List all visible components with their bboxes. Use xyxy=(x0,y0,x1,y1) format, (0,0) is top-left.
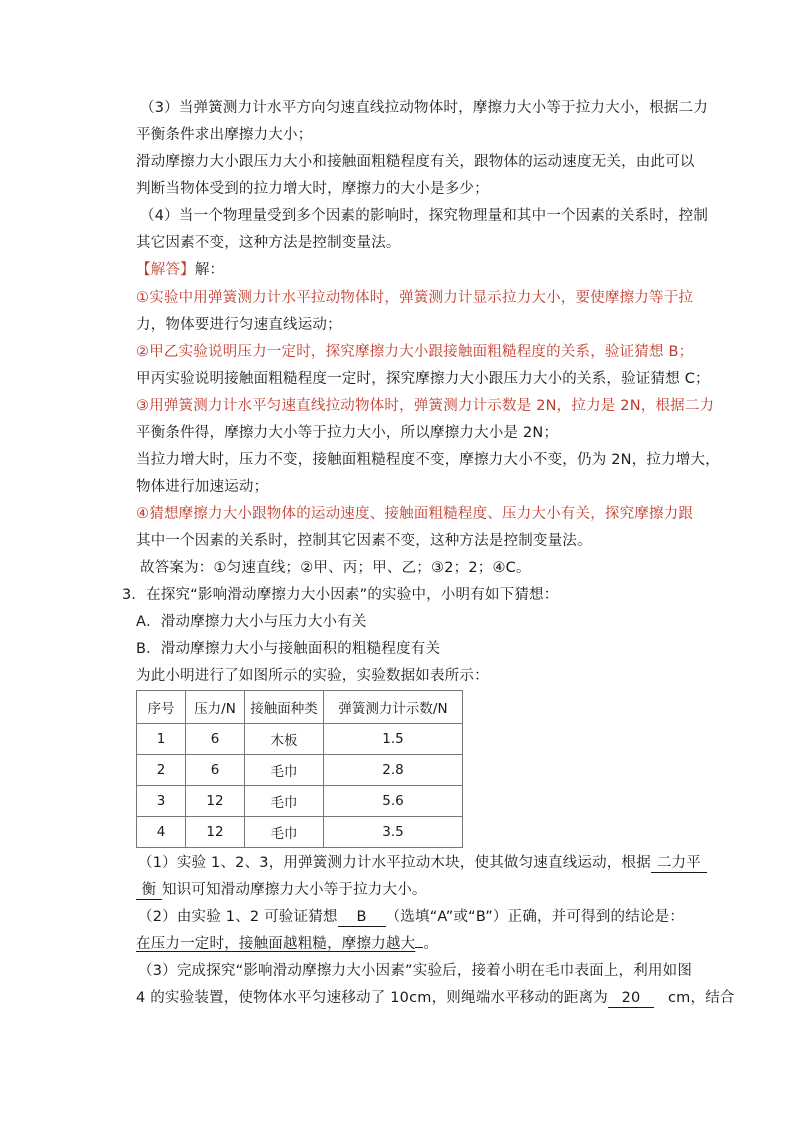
cell-reading: 2.8 xyxy=(324,755,463,786)
answer-step4-line1: ④猜想摩擦力大小跟物体的运动速度、接触面粗糙程度、压力大小有关，探究摩擦力跟 xyxy=(136,506,694,522)
subq1-text-pre: （1）实验 1、2、3，用弹簧测力计水平拉动木块，使其做匀速直线运动，根据 xyxy=(138,855,651,871)
subq1-answer-blank1: 二力平 xyxy=(651,854,707,873)
answer-step3-line2: 平衡条件得，摩擦力大小等于拉力大小，所以摩擦力大小是 2N； xyxy=(136,425,559,441)
subq2-conclusion: 在压力一定时，接触面越粗糙，摩擦力越大 xyxy=(136,936,416,952)
answer-step3-line1: ③用弹簧测力计水平匀速直线拉动物体时，弹簧测力计示数是 2N，拉力是 2N，根据二力 xyxy=(136,398,715,414)
analysis-p3-line3: 滑动摩擦力大小跟压力大小和接触面粗糙程度有关，跟物体的运动速度无关，由此可以 xyxy=(136,154,695,170)
answer-heading-suffix: 解： xyxy=(194,262,225,278)
answer-step2-line2: 甲丙实验说明接触面粗糙程度一定时，探究摩擦力大小跟压力大小的关系，验证猜想 C； xyxy=(136,371,710,387)
analysis-p3-line4: 判断当物体受到的拉力增大时，摩擦力的大小是多少； xyxy=(136,181,489,197)
table-row xyxy=(137,786,463,817)
cell-surface: 木板 xyxy=(245,724,324,755)
subq2-text-post: （选填“A”或“B”）正确，并可得到的结论是： xyxy=(385,909,685,925)
analysis-p4-line2: 其它因素不变，这种方法是控制变量法。 xyxy=(136,235,401,251)
answer-step3-line3: 当拉力增大时，压力不变，接触面粗糙程度不变，摩擦力大小不变，仍为 2N，拉力增大， xyxy=(136,452,720,468)
subq1-line1 xyxy=(138,853,707,873)
answer-heading-label: 【解答】 xyxy=(136,262,195,278)
question3-stem: 3．在探究“影响滑动摩擦力大小因素”的实验中，小明有如下猜想： xyxy=(122,587,559,603)
subq2-answer-blank: B xyxy=(338,908,386,927)
table-header-row xyxy=(137,691,463,724)
answer-step1-line1: ①实验中用弹簧测力计水平拉动物体时，弹簧测力计显示拉力大小，要使摩擦力等于拉 xyxy=(136,290,694,306)
cell-index: 4 xyxy=(137,817,186,848)
subq1-answer-blank2: 衡 xyxy=(136,881,162,900)
col-header-reading: 弹簧测力计示数/N xyxy=(324,691,463,724)
cell-pressure: 6 xyxy=(186,755,245,786)
subq3-text-pre: 4 的实验装置，使物体水平匀速移动了 10cm，则绳端水平移动的距离为 xyxy=(136,990,608,1006)
answer-heading xyxy=(136,260,224,280)
cell-surface: 毛巾 xyxy=(245,755,324,786)
cell-index: 3 xyxy=(137,786,186,817)
subq2-text-pre: （2）由实验 1、2 可验证猜想 xyxy=(138,909,338,925)
answer-step4-line2: 其中一个因素的关系时，控制其它因素不变，这种方法是控制变量法。 xyxy=(136,533,592,549)
answer-step1-line2: 力，物体要进行匀速直线运动； xyxy=(136,317,342,333)
cell-index: 1 xyxy=(137,724,186,755)
data-table xyxy=(136,690,463,848)
col-header-surface: 接触面种类 xyxy=(245,691,324,724)
cell-reading: 3.5 xyxy=(324,817,463,848)
table-intro: 为此小明进行了如图所示的实验，实验数据如表所示： xyxy=(136,668,489,684)
cell-surface: 毛巾 xyxy=(245,817,324,848)
hypothesis-b: B．滑动摩擦力大小与接触面积的粗糙程度有关 xyxy=(136,641,441,657)
subq2-end: 。 xyxy=(423,936,439,952)
col-header-pressure: 压力/N xyxy=(186,691,245,724)
analysis-p3-line2: 平衡条件求出摩擦力大小； xyxy=(136,127,313,143)
subq1-line2 xyxy=(136,880,427,900)
subq3-text-post: cm，结合 xyxy=(668,990,735,1006)
subq3-line2 xyxy=(136,988,735,1008)
col-header-index: 序号 xyxy=(137,691,186,724)
analysis-p3-line1: （3）当弹簧测力计水平方向匀速直线拉动物体时，摩擦力大小等于拉力大小，根据二力 xyxy=(140,100,709,116)
subq2-line1 xyxy=(138,907,684,927)
cell-pressure: 6 xyxy=(186,724,245,755)
subq1-text-post: 知识可知滑动摩擦力大小等于拉力大小。 xyxy=(162,882,427,898)
cell-reading: 1.5 xyxy=(324,724,463,755)
cell-surface: 毛巾 xyxy=(245,786,324,817)
answer-step3-line4: 物体进行加速运动； xyxy=(136,479,269,495)
cell-reading: 5.6 xyxy=(324,786,463,817)
table-row xyxy=(137,724,463,755)
subq3-answer-blank: 20 xyxy=(608,989,654,1008)
final-answer: 故答案为：①匀速直线；②甲、丙；甲、乙；③2；2；④C。 xyxy=(140,560,531,576)
cell-pressure: 12 xyxy=(186,786,245,817)
cell-pressure: 12 xyxy=(186,817,245,848)
table-row xyxy=(137,817,463,848)
cell-index: 2 xyxy=(137,755,186,786)
table-row xyxy=(137,755,463,786)
answer-step2-line1: ②甲乙实验说明压力一定时，探究摩擦力大小跟接触面粗糙程度的关系，验证猜想 B； xyxy=(136,344,694,360)
subq2-line2 xyxy=(136,934,438,954)
hypothesis-a: A．滑动摩擦力大小与压力大小有关 xyxy=(136,614,367,630)
analysis-p4-line1: （4）当一个物理量受到多个因素的影响时，探究物理量和其中一个因素的关系时，控制 xyxy=(140,208,709,224)
subq3-line1: （3）完成探究“影响滑动摩擦力大小因素”实验后，接着小明在毛巾表面上，利用如图 xyxy=(138,963,693,979)
